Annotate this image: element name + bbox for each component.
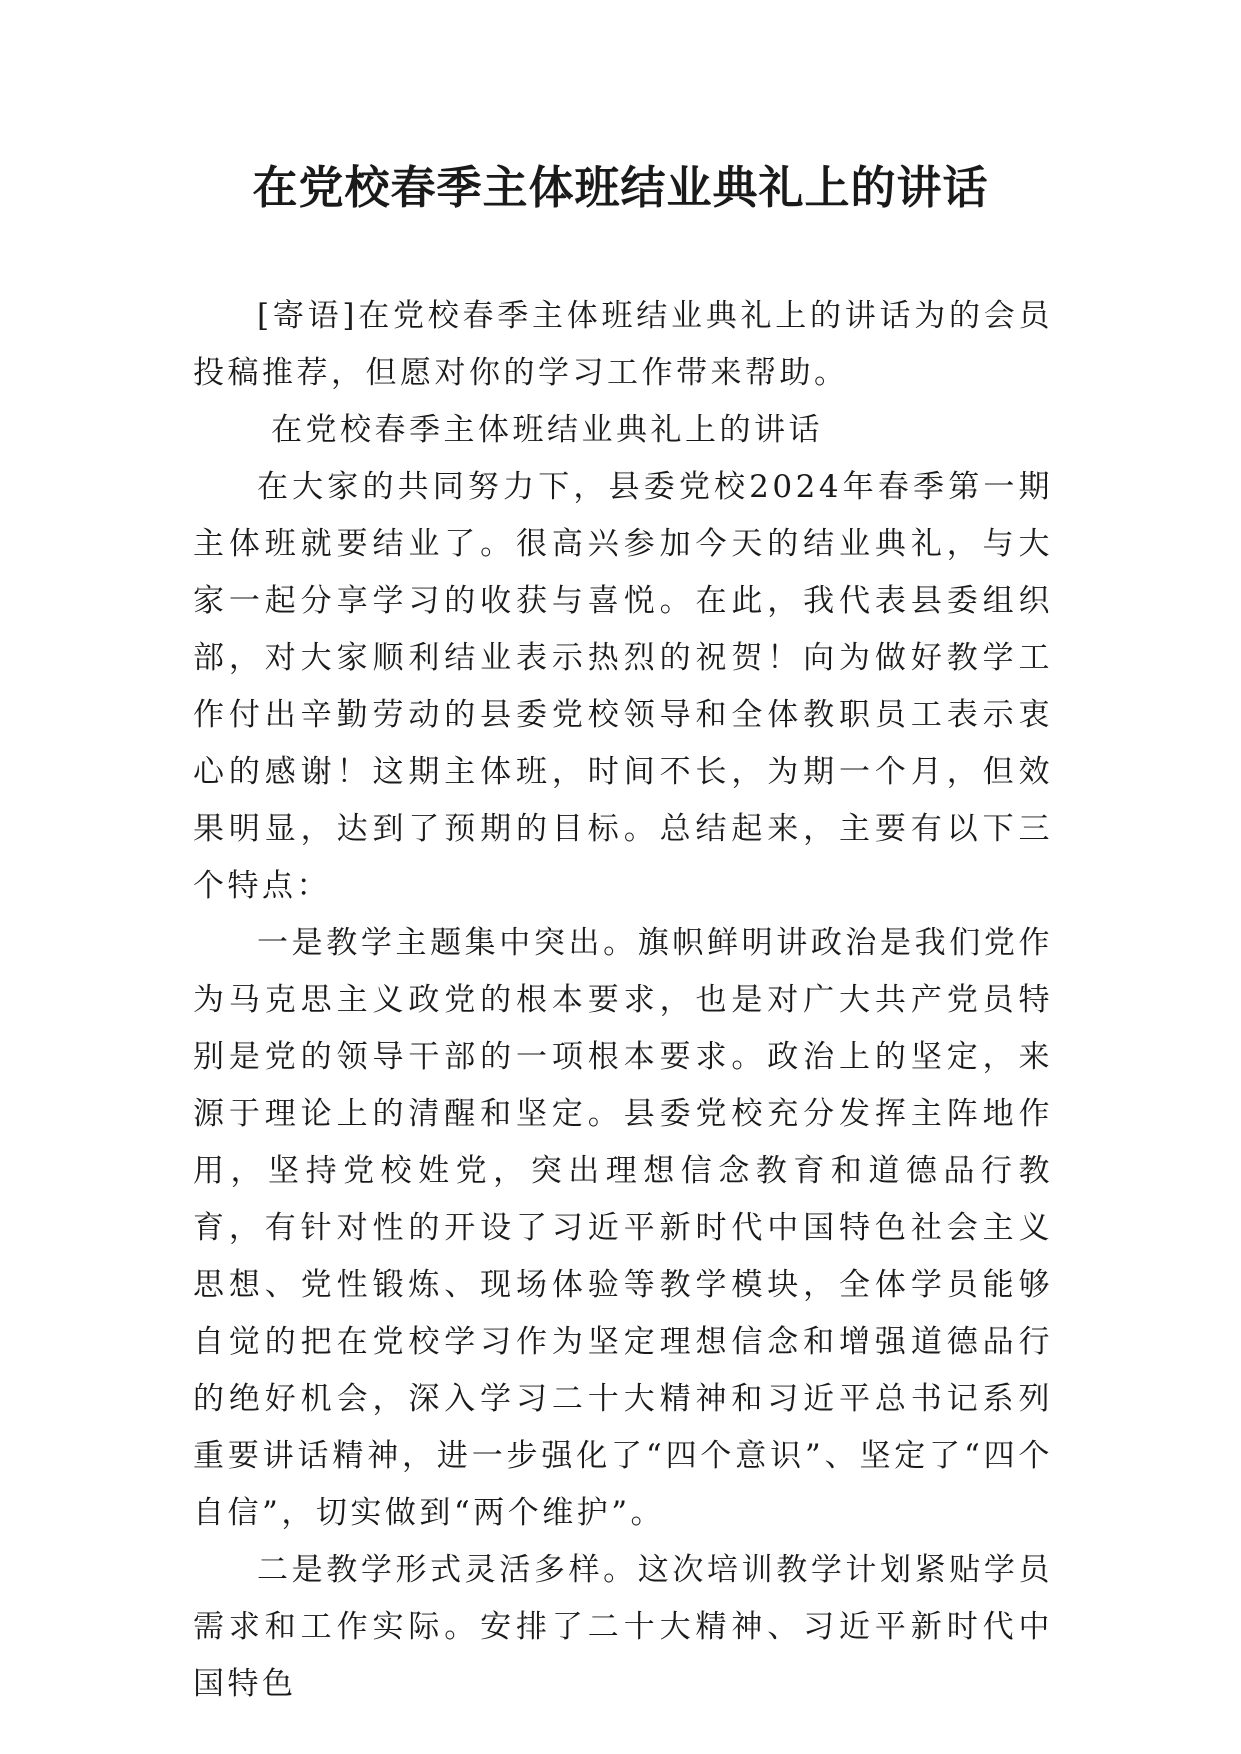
document-body: [193, 288, 1053, 1713]
body-paragraph-2: 一是教学主题集中突出。旗帜鲜明讲政治是我们党作为马克思主义政党的根本要求，也是对广大共产党员特别是党的领导干部的一项根本要求。政治上的坚定，来源于理论上的清醒和坚定。县委党校充分发挥主阵地作用，坚持党校姓党，突出理想信念教育和道德品行教育，有针对性的开设了习近平新时代中国特色社会主义思想、党性锻炼、现场体验等教学模块，全体学员能够自觉的把在党校学习作为坚定理想信念和增强道德品行的绝好机会，深入学习二十大精神和习近平总书记系列重要讲话精神，进一步强化了“四个意识”、坚定了“四个自信”，切实做到“两个维护”。: [193, 925, 1053, 1531]
document-title: 在党校春季主体班结业典礼上的讲话: [252, 161, 989, 214]
body-paragraph-1: 在大家的共同努力下，县委党校2024年春季第一期主体班就要结业了。很高兴参加今天的结业典礼，与大家一起分享学习的收获与喜悦。在此，我代表县委组织部，对大家顺利结业表示热烈的祝贺！向为做好教学工作付出辛勤劳动的县委党校领导和全体教职员工表示衷心的感谢！这期主体班，时间不长，为期一个月，但效果明显，达到了预期的目标。总结起来，主要有以下三个特点：: [193, 469, 1053, 904]
body-paragraph-3: 二是教学形式灵活多样。这次培训教学计划紧贴学员需求和工作实际。安排了二十大精神、习近平新时代中国特色: [193, 1552, 1053, 1702]
document-subtitle: 在党校春季主体班结业典礼上的讲话: [271, 412, 823, 448]
intro-paragraph: [寄语]在党校春季主体班结业典礼上的讲话为的会员投稿推荐，但愿对你的学习工作带来帮助。: [193, 298, 1053, 391]
